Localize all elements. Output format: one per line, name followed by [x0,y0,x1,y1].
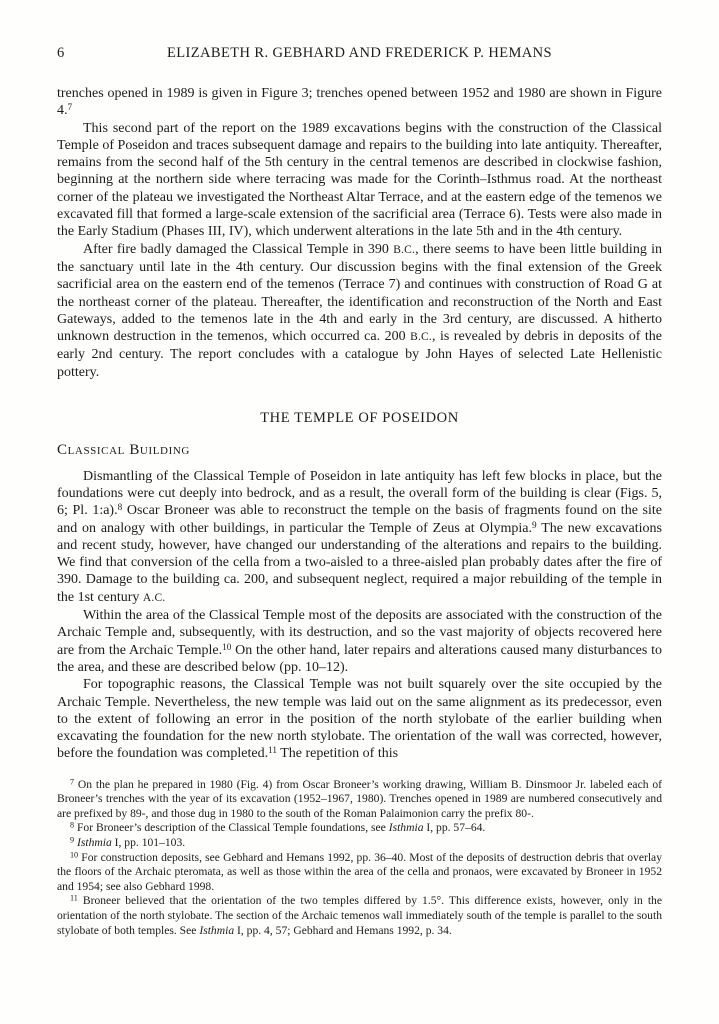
subsection-heading: Classical Building [57,442,190,459]
footnotes [57,778,662,939]
footnote [57,821,662,836]
footnote-ref: 9 [532,519,537,530]
text-run: For construction deposits, see Gebhard and Hemans 1992, pp. 36–40. Most of the deposits of destruction debris that overlay the floors of the Archaic pteromata, as well as those within the area of the cella and pronaos, were excavated by Broneer in 1952 and 1954; see also Gebhard 1998. [57,850,662,893]
text-run: Broneer believed that the orientation of the two temples differed by 1.5°. This difference exists, however, only in the orientation of the north stylobate. The section of the Archaic temenos wall immediately south of the temple is parallel to the south stylobate of both temples. See [57,894,662,937]
text-run: I, pp. 57–64. [423,821,486,835]
text-run: Isthmia [199,923,235,937]
text-run: , is revealed by debris in deposits of the early 2nd century. The report concludes with a catalogue by John Hayes of selected Late Hellenistic pottery. [57,329,662,380]
text-run: I, pp. 4, 57; Gebhard and Hemans 1992, p. 34. [234,923,452,937]
footnote-number: 11 [70,893,78,903]
footnote-ref: 8 [117,502,123,513]
footnote-ref: 10 [222,641,232,652]
paragraph [57,676,662,762]
text-run: On the other hand, later repairs and alterations caused many disturbances to the area, and these are described below (pp. 10–12). [57,642,662,675]
text-run: After fire badly damaged the Classical Temple in 390 [83,241,394,257]
footnote-number: 7 [70,777,75,787]
footnote [57,778,662,822]
footnote-ref: 7 [67,102,73,113]
running-head [57,45,662,62]
body-blocks [57,85,662,763]
text-run: trenches opened in 1989 is given in Figure 3; trenches opened between 1952 and 1980 are shown in Figure 4. [57,86,662,119]
section-heading: THE TEMPLE OF POSEIDON [260,410,459,427]
footnote [57,894,662,938]
text-run: The repetition of this [277,746,399,762]
paragraph [57,241,662,381]
text-run: Within the area of the Classical Temple most of the deposits are associated with the construction of the Archaic Temple and, subsequently, with its destruction, and so the vast majority of objects recovered here are from the Archaic Temple. [57,608,662,658]
running-head-authors: ELIZABETH R. GEBHARD AND FREDERICK P. HEMANS [167,45,552,61]
footnote-number: 9 [70,835,75,845]
text-run: On the plan he prepared in 1980 (Fig. 4) from Oscar Broneer’s working drawing, William B. Dinsmoor Jr. labeled each of Broneer’s trenches with the year of its excavation (1952–1967, 1980). Trenches opened in 1989 are numbered consecutively and are prefixed by 89-, and those dug in 1980 to the south of the Roman Palaimonion carry the prefix 80-. [57,777,662,820]
text-run: I, pp. 101–103. [111,836,186,850]
text-run: A.C. [142,591,166,604]
text-run: This second part of the report on the 1989 excavations begins with the construction of the Classical Temple of Poseidon and traces subsequent damage and repairs to the building into late antiquity. Thereafter, remains from the second half of the 5th century in the central temenos are described in clockwise fashion, beginning at the northern side where terracing was made for the Corinth–Isthmus road. At the northeast corner of the plateau we investigated the Northeast Altar Terrace, and at the eastern edge of the temenos we excavated fill that formed a large-scale extension of the sacrificial area (Terrace 6). Tests were also made in the Early Stadium (Phases III, IV), which underwent alterations in the late 5th and in the 4th century. [57,120,662,240]
text-run: For topographic reasons, the Classical Temple was not built squarely over the site occupied by the Archaic Temple. Nevertheless, the new temple was laid out on the same alignment as its predecessor, even to the extent of following an error in the position of the north stylobate of the earlier building when excavating the foundation for the new north stylobate. The orientation of the wall was corrected, however, before the foundation was completed. [57,677,662,762]
footnote-number: 10 [70,850,79,860]
paragraph [57,607,662,676]
text-run: The new excavations and recent study, however, have changed our understanding of the alterations and repairs to the building. We find that conversion of the cella from a two-aisled to a three-aisled plan probably dates after the fire of 390. Damage to the building ca. 200, and subsequent neglect, required a major rebuilding of the temple in the 1st century [57,520,663,605]
text-run: Isthmia [76,836,112,850]
footnote [57,851,662,895]
paragraph [57,468,662,607]
footnote-ref: 11 [268,745,277,756]
footnote [57,836,662,851]
paragraph [57,85,662,120]
text-run: B.C. [410,331,432,344]
text-run: Oscar Broneer was able to reconstruct the temple on the basis of fragments found on the site and on analogy with other buildings, in particular the Temple of Zeus at Olympia. [57,503,662,536]
text-run: Dismantling of the Classical Temple of Poseidon in late antiquity has left few blocks in place, but the foundations were cut deeply into bedrock, and as a result, the overall form of the building is clear (Figs. 5, 6; Pl. 1:a). [57,468,662,519]
text-run: For Broneer’s description of the Classical Temple foundations, see [76,821,389,835]
paragraph [57,120,662,241]
text-run: Isthmia [388,821,424,835]
page-number: 6 [57,45,65,61]
text-run: B.C. [393,243,416,256]
footnote-number: 8 [70,820,75,830]
text-run: , there seems to have been little building in the sanctuary until late in the 4th century. Our discussion begins with the final extension of the Greek sacrificial area on the eastern end of the temenos (Terrace 7) and continues with construction of Road G at the northeast corner of the plateau. Thereafter, the identification and reconstruction of the North and East Gateways, added to the temenos late in the 4th and early in the 3rd century, are discussed. A hitherto unknown destruction in the temenos, which occurred ca. 200 [57,241,662,345]
